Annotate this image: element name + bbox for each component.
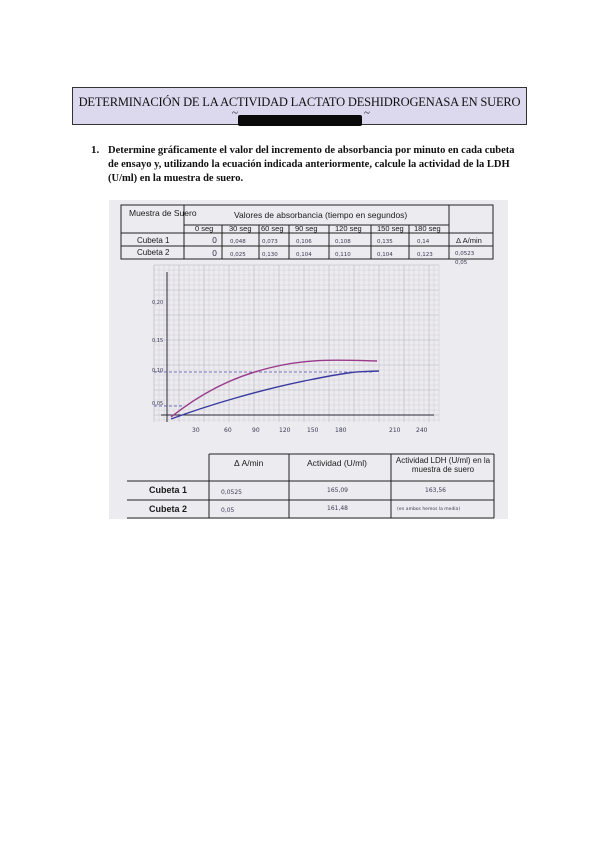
- x-tick-210: 210: [389, 427, 401, 434]
- t2-r2-delta: 0,05: [221, 507, 235, 514]
- t1-r2-v0: 0: [212, 249, 218, 258]
- redacted-name: [238, 115, 362, 126]
- t1-r1-v3: 0,106: [296, 239, 312, 245]
- t1-header-sample: Muestra de Suero: [129, 208, 197, 218]
- t1-r2-v6: 0,123: [417, 252, 433, 258]
- y-label-2: 0,15: [152, 338, 164, 344]
- t1-r1-v0: 0: [212, 236, 218, 245]
- t1-r2-v5: 0,104: [377, 252, 393, 258]
- t1-header-values: Valores de absorbancia (tiempo en segundos): [234, 210, 408, 220]
- t1-r1-v1: 0,048: [230, 239, 246, 245]
- y-label-4: 0,05: [152, 401, 164, 407]
- question-number: 1.: [91, 144, 100, 156]
- t1-col-0: 0 seg: [195, 224, 214, 233]
- t2-header-delta: Δ A/min: [234, 458, 264, 468]
- t1-r2-v2: 0,130: [262, 252, 278, 258]
- t2-header-ldh-wrap: [393, 456, 493, 481]
- t2-r2-ldh: (en ambos hemos la media): [397, 507, 461, 512]
- t1-r1-v4: 0,108: [335, 239, 351, 245]
- t1-r2-v4: 0,110: [335, 252, 351, 258]
- t1-r1-v2: 0,073: [262, 239, 278, 245]
- t1-col-6: 180 seg: [414, 224, 441, 233]
- tilde-right: ~: [364, 107, 370, 119]
- t1-col-4: 120 seg: [335, 224, 362, 233]
- t2-header-ldh: Actividad LDH (U/ml) en la muestra de suero: [395, 456, 491, 474]
- worksheet-photo: [109, 200, 508, 519]
- worksheet-svg: [109, 200, 508, 519]
- t1-row2-label: Cubeta 2: [137, 248, 170, 257]
- x-tick-120: 120: [279, 427, 291, 434]
- x-tick-90: 90: [252, 427, 260, 434]
- t1-col-2: 60 seg: [261, 224, 284, 233]
- t2-r1-ldh: 163,56: [425, 487, 446, 494]
- t2-row2-label: Cubeta 2: [149, 504, 188, 514]
- t1-col-7: Δ A/min: [456, 236, 482, 245]
- t2-r1-activity: 165,09: [327, 487, 348, 494]
- t1-r2-v7: 0,05: [455, 260, 468, 266]
- y-label-1: 0,20: [152, 300, 164, 306]
- t2-r2-activity: 161,48: [327, 505, 348, 512]
- t2-r1-delta: 0,0525: [221, 489, 242, 496]
- t1-r2-v1: 0,025: [230, 252, 246, 258]
- question-text: Determine gráficamente el valor del incremento de absorbancia por minuto en cada cubeta de ensayo y, utilizando la ecuación indicada anteriormente, calcule la actividad de la LDH (U/ml) en la muestra de suero.: [108, 145, 515, 184]
- x-tick-60: 60: [224, 427, 232, 434]
- t1-r1-v6: 0,14: [417, 239, 430, 245]
- t2-header-activity: Actividad (U/ml): [307, 458, 367, 468]
- x-tick-30: 30: [192, 427, 200, 434]
- tilde-left: ~: [232, 107, 238, 119]
- y-label-3: 0,10: [152, 368, 164, 374]
- t1-col-1: 30 seg: [229, 224, 252, 233]
- x-tick-240: 240: [416, 427, 428, 434]
- graph-x-ticks: [192, 427, 428, 434]
- t1-r1-v5: 0,135: [377, 239, 393, 245]
- t2-row1-label: Cubeta 1: [149, 485, 188, 495]
- t1-r2-v3: 0,104: [296, 252, 312, 258]
- x-tick-150: 150: [307, 427, 319, 434]
- x-tick-180: 180: [335, 427, 347, 434]
- t1-col-3: 90 seg: [295, 224, 318, 233]
- page-title: DETERMINACIÓN DE LA ACTIVIDAD LACTATO DESHIDROGENASA EN SUERO: [78, 95, 521, 109]
- t1-row1-label: Cubeta 1: [137, 236, 170, 245]
- t1-r1-v7: 0,0523: [455, 251, 475, 257]
- t1-col-5: 150 seg: [377, 224, 404, 233]
